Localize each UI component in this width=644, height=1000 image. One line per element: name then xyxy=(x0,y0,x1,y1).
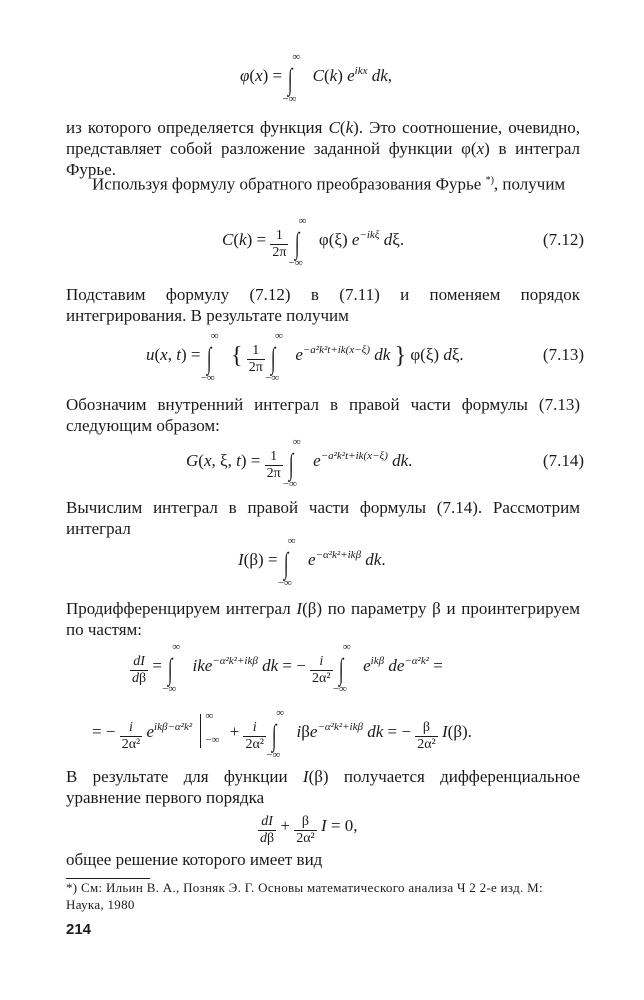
page-number: 214 xyxy=(66,921,92,938)
paragraph: В результате для функции I(β) получается дифференциальное уравнение первого порядка xyxy=(66,767,580,807)
equation-number: (7.14) xyxy=(542,451,584,470)
equation-7-13: u(x, t) = ∫ ∞ −∞ { $\frac{1}{2\pi}$ ∫ ∞ −∞ $e^{-a^2k^2t+ik(x-\xi)}$ dk } φ(ξ) dξ. xyxy=(146,330,464,384)
equation-derivative-line2: = − $\frac{i}{\text{2α²}}$ $e^{ik\beta-\alpha^2k^2}$ ∞ −∞ + $\frac{i}{\text{2α²}}$ ∫ ∞ −∞ iβe$^{-\alpha^2k^2+ik\beta}$ dk = − $\frac{\beta}{\text{2α²}}$ I(β). xyxy=(92,707,472,761)
paragraph: Обозначим внутренний интеграл в правой части формулы (7.13) следующим образом: xyxy=(66,395,580,435)
equation-7-12: C(k) = $\frac{1}{2\pi}$ ∫ ∞ −∞ φ(ξ) $e^{-ik\xi}$ dξ. xyxy=(222,215,405,269)
equation-number: (7.13) xyxy=(542,345,584,364)
equation-i-beta: I(β) = ∫ ∞ −∞ $e^{-\alpha^2k^2+ik\beta}$ dk. xyxy=(238,535,386,589)
paragraph: из которого определяется функция C(k). Это соотношение, очевидно, представляет собой разложение заданной функции φ(x) в интеграл Фурье. xyxy=(66,118,581,179)
paragraph: Используя формулу обратного преобразования Фурье *), получим xyxy=(92,174,566,194)
equation-7-14: G(x, ξ, t) = $\frac{1}{2\pi}$ ∫ ∞ −∞ $e^{-a^2k^2t+ik(x-\xi)}$ dk. xyxy=(186,436,413,490)
paragraph: Подставим формулу (7.12) в (7.11) и поменяем порядок интегрирования. В результате получим xyxy=(66,285,580,325)
paragraph: Продифференцируем интеграл I(β) по параметру β и проинтегрируем по частям: xyxy=(66,599,580,639)
paragraph: Вычислим интеграл в правой части формулы (7.14). Рассмотрим интеграл xyxy=(66,498,580,538)
equation-ode: $\frac{dI}{d\beta}$ + $\frac{\beta}{\text{2α²}}$ I = 0, xyxy=(260,814,358,846)
paragraph: общее решение которого имеет вид xyxy=(66,850,323,869)
equation-derivative-line1: $\frac{dI}{d\beta}$ = ∫ ∞ −∞ ike$^{-\alpha^2k^2+ik\beta}$ dk = − $\frac{i}{\text{2α²}}$ ∫ ∞ −∞ $e^{ik\beta}$ $de^{-\alpha^2k^2}$ = xyxy=(132,641,443,695)
equation-fourier-integral: φ(x) = ∫ ∞ −∞ C(k) $e^{ikx}$ dk, xyxy=(240,51,393,105)
equation-number: (7.12) xyxy=(542,230,584,249)
footnote: *) См: Ильин В. А., Позняк Э. Г. Основы математического анализа Ч 2 2-е изд. М: Наука, 1980 xyxy=(66,880,543,912)
